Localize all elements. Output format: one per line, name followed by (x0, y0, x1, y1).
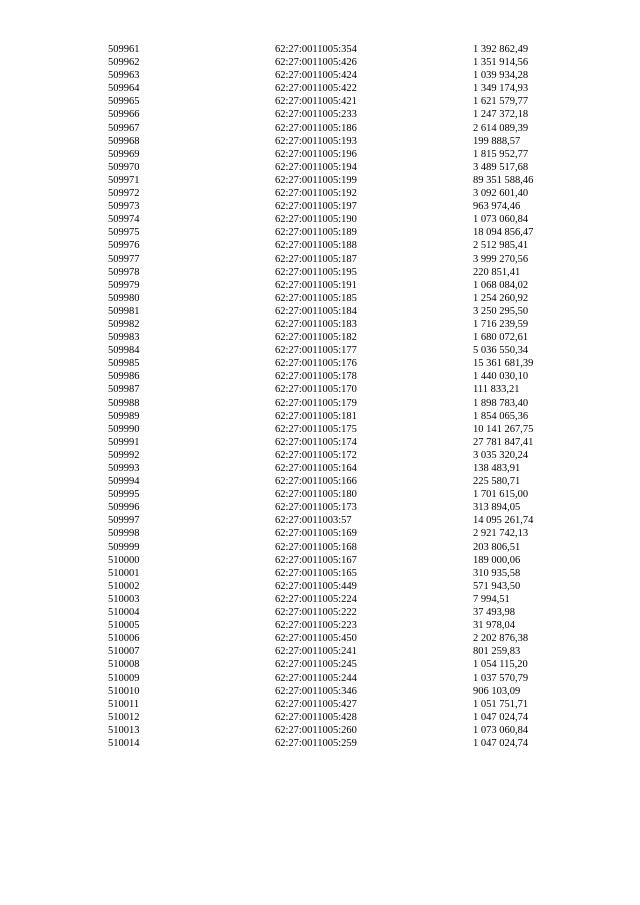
table-row (108, 606, 548, 619)
row-number-cell: 510013 (108, 724, 140, 736)
row-number-cell: 509974 (108, 214, 140, 226)
table-row (108, 462, 548, 475)
table-row (108, 69, 548, 82)
row-number-cell: 509989 (108, 410, 140, 422)
cadastral-value-cell: 313 894,05 (473, 502, 521, 514)
table-row (108, 56, 548, 69)
table-row (108, 318, 548, 331)
cadastral-value-cell: 5 036 550,34 (473, 345, 529, 357)
cadastral-number-cell: 62:27:0011005:173 (275, 502, 357, 514)
row-number-cell: 509983 (108, 332, 140, 344)
table-row (108, 698, 548, 711)
table-row (108, 423, 548, 436)
cadastral-value-cell: 31 978,04 (473, 620, 515, 632)
cadastral-number-cell: 62:27:0011005:244 (275, 672, 357, 684)
row-number-cell: 510010 (108, 685, 140, 697)
table-row (108, 449, 548, 462)
table-row (108, 82, 548, 95)
cadastral-value-cell: 225 580,71 (473, 476, 521, 488)
table-row (108, 541, 548, 554)
table-row (108, 292, 548, 305)
table-row (108, 279, 548, 292)
cadastral-value-cell: 906 103,09 (473, 685, 521, 697)
cadastral-number-cell: 62:27:0011003:57 (275, 515, 352, 527)
cadastral-value-cell: 1 068 084,02 (473, 279, 529, 291)
table-row (108, 108, 548, 121)
row-number-cell: 509973 (108, 201, 140, 213)
row-number-cell: 509961 (108, 44, 140, 55)
cadastral-value-cell: 1 047 024,74 (473, 737, 529, 749)
table-row (108, 410, 548, 423)
cadastral-number-cell: 62:27:0011005:424 (275, 70, 357, 82)
row-number-cell: 509962 (108, 57, 140, 69)
table-row (108, 305, 548, 318)
table-row (108, 580, 548, 593)
cadastral-value-cell: 2 202 876,38 (473, 633, 529, 645)
row-number-cell: 510005 (108, 620, 140, 632)
cadastral-number-cell: 62:27:0011005:191 (275, 279, 357, 291)
cadastral-value-cell: 7 994,51 (473, 593, 510, 605)
row-number-cell: 509986 (108, 371, 140, 383)
table-row (108, 253, 548, 266)
cadastral-value-cell: 1 440 030,10 (473, 371, 529, 383)
row-number-cell: 509970 (108, 161, 140, 173)
cadastral-number-cell: 62:27:0011005:241 (275, 646, 357, 658)
cadastral-number-cell: 62:27:0011005:182 (275, 332, 357, 344)
row-number-cell: 509966 (108, 109, 140, 121)
cadastral-number-cell: 62:27:0011005:195 (275, 266, 357, 278)
cadastral-value-cell: 18 094 856,47 (473, 227, 534, 239)
cadastral-number-cell: 62:27:0011005:426 (275, 57, 357, 69)
row-number-cell: 509979 (108, 279, 140, 291)
cadastral-number-cell: 62:27:0011005:168 (275, 541, 357, 553)
table-row (108, 737, 548, 750)
cadastral-number-cell: 62:27:0011005:183 (275, 318, 357, 330)
cadastral-number-cell: 62:27:0011005:421 (275, 96, 357, 108)
cadastral-number-cell: 62:27:0011005:192 (275, 188, 357, 200)
cadastral-number-cell: 62:27:0011005:166 (275, 476, 357, 488)
row-number-cell: 509984 (108, 345, 140, 357)
cadastral-value-cell: 3 092 601,40 (473, 188, 529, 200)
cadastral-value-cell: 1 037 570,79 (473, 672, 529, 684)
cadastral-number-cell: 62:27:0011005:177 (275, 345, 357, 357)
cadastral-value-cell: 963 974,46 (473, 201, 521, 213)
row-number-cell: 509978 (108, 266, 140, 278)
cadastral-value-cell: 37 493,98 (473, 607, 515, 619)
table-row (108, 488, 548, 501)
cadastral-number-cell: 62:27:0011005:181 (275, 410, 357, 422)
table-row (108, 514, 548, 527)
cadastral-number-cell: 62:27:0011005:422 (275, 83, 357, 95)
cadastral-number-cell: 62:27:0011005:194 (275, 161, 357, 173)
cadastral-number-cell: 62:27:0011005:193 (275, 135, 357, 147)
row-number-cell: 510012 (108, 711, 140, 723)
row-number-cell: 509963 (108, 70, 140, 82)
cadastral-value-cell: 14 095 261,74 (473, 515, 534, 527)
cadastral-value-cell: 2 921 742,13 (473, 528, 529, 540)
cadastral-value-cell: 1 815 952,77 (473, 148, 529, 160)
table-row (108, 685, 548, 698)
cadastral-number-cell: 62:27:0011005:190 (275, 214, 357, 226)
cadastral-number-cell: 62:27:0011005:167 (275, 554, 357, 566)
cadastral-number-cell: 62:27:0011005:187 (275, 253, 357, 265)
cadastral-value-cell: 1 854 065,36 (473, 410, 529, 422)
cadastral-number-cell: 62:27:0011005:224 (275, 593, 357, 605)
table-row (108, 567, 548, 580)
row-number-cell: 509980 (108, 292, 140, 304)
row-number-cell: 509995 (108, 489, 140, 501)
cadastral-number-cell: 62:27:0011005:164 (275, 463, 357, 474)
cadastral-value-cell: 203 806,51 (473, 541, 521, 553)
row-number-cell: 510006 (108, 633, 140, 645)
table-row (108, 266, 548, 279)
cadastral-number-cell: 62:27:0011005:259 (275, 737, 357, 749)
row-number-cell: 509990 (108, 423, 140, 435)
cadastral-number-cell: 62:27:0011005:178 (275, 371, 357, 383)
row-number-cell: 509998 (108, 528, 140, 540)
row-number-cell: 510004 (108, 607, 140, 619)
row-number-cell: 509964 (108, 83, 140, 95)
cadastral-value-cell: 3 035 320,24 (473, 449, 529, 461)
row-number-cell: 509969 (108, 148, 140, 160)
cadastral-number-cell: 62:27:0011005:165 (275, 567, 357, 579)
cadastral-value-cell: 189 000,06 (473, 554, 521, 566)
cadastral-value-cell: 27 781 847,41 (473, 436, 534, 448)
row-number-cell: 510002 (108, 580, 140, 592)
cadastral-number-cell: 62:27:0011005:184 (275, 305, 357, 317)
cadastral-value-cell: 1 716 239,59 (473, 318, 529, 330)
table-row (108, 475, 548, 488)
row-number-cell: 509999 (108, 541, 140, 553)
row-number-cell: 509982 (108, 318, 140, 330)
cadastral-value-cell: 1 621 579,77 (473, 96, 529, 108)
table-row (108, 187, 548, 200)
cadastral-value-cell: 310 935,58 (473, 567, 521, 579)
cadastral-value-cell: 1 351 914,56 (473, 57, 529, 69)
table-row (108, 645, 548, 658)
cadastral-number-cell: 62:27:0011005:186 (275, 122, 357, 134)
table-row (108, 213, 548, 226)
table-row (108, 527, 548, 540)
cadastral-number-cell: 62:27:0011005:222 (275, 607, 357, 619)
table-row (108, 161, 548, 174)
cadastral-number-cell: 62:27:0011005:172 (275, 449, 357, 461)
cadastral-number-cell: 62:27:0011005:197 (275, 201, 357, 213)
row-number-cell: 510009 (108, 672, 140, 684)
row-number-cell: 509993 (108, 463, 140, 474)
table-row (108, 122, 548, 135)
row-number-cell: 510007 (108, 646, 140, 658)
row-number-cell: 509981 (108, 305, 140, 317)
table-row (108, 135, 548, 148)
row-number-cell: 509996 (108, 502, 140, 514)
table-row (108, 331, 548, 344)
table-row (108, 357, 548, 370)
table-row (108, 370, 548, 383)
cadastral-number-cell: 62:27:0011005:199 (275, 174, 357, 186)
cadastral-number-cell: 62:27:0011005:179 (275, 397, 357, 409)
cadastral-value-cell: 801 259,83 (473, 646, 521, 658)
cadastral-value-cell: 571 943,50 (473, 580, 521, 592)
cadastral-value-cell: 1 073 060,84 (473, 214, 529, 226)
row-number-cell: 509967 (108, 122, 140, 134)
cadastral-number-cell: 62:27:0011005:346 (275, 685, 357, 697)
cadastral-value-cell: 1 073 060,84 (473, 724, 529, 736)
row-number-cell: 509965 (108, 96, 140, 108)
row-number-cell: 509991 (108, 436, 140, 448)
table-row (108, 383, 548, 396)
cadastral-value-cell: 2 512 985,41 (473, 240, 529, 252)
table-row (108, 148, 548, 161)
cadastral-value-cell: 220 851,41 (473, 266, 521, 278)
cadastral-number-cell: 62:27:0011005:449 (275, 580, 357, 592)
table-row (108, 239, 548, 252)
cadastral-number-cell: 62:27:0011005:233 (275, 109, 357, 121)
table-row (108, 658, 548, 671)
cadastral-number-cell: 62:27:0011005:245 (275, 659, 357, 671)
table-row (108, 200, 548, 213)
table-row (108, 593, 548, 606)
row-number-cell: 510014 (108, 737, 140, 749)
cadastral-number-cell: 62:27:0011005:180 (275, 489, 357, 501)
table-row (108, 632, 548, 645)
cadastral-value-cell: 1 392 862,49 (473, 44, 529, 55)
row-number-cell: 509997 (108, 515, 140, 527)
row-number-cell: 509994 (108, 476, 140, 488)
cadastral-number-cell: 62:27:0011005:354 (275, 44, 357, 55)
cadastral-value-cell: 1 247 372,18 (473, 109, 529, 121)
cadastral-value-cell: 138 483,91 (473, 463, 521, 474)
row-number-cell: 509977 (108, 253, 140, 265)
row-number-cell: 510011 (108, 698, 140, 710)
cadastral-value-cell: 1 680 072,61 (473, 332, 529, 344)
cadastral-value-cell: 199 888,57 (473, 135, 521, 147)
row-number-cell: 510003 (108, 593, 140, 605)
table-row (108, 226, 548, 239)
table-row (108, 711, 548, 724)
cadastral-value-cell: 3 250 295,50 (473, 305, 529, 317)
row-number-cell: 510000 (108, 554, 140, 566)
row-number-cell: 510001 (108, 567, 140, 579)
cadastral-value-cell: 15 361 681,39 (473, 358, 534, 370)
row-number-cell: 509975 (108, 227, 140, 239)
cadastral-number-cell: 62:27:0011005:176 (275, 358, 357, 370)
cadastral-value-cell: 2 614 089,39 (473, 122, 529, 134)
row-number-cell: 510008 (108, 659, 140, 671)
cadastral-number-cell: 62:27:0011005:185 (275, 292, 357, 304)
cadastral-value-cell: 111 833,21 (473, 384, 520, 396)
row-number-cell: 509988 (108, 397, 140, 409)
table-row (108, 174, 548, 187)
cadastral-value-table (108, 43, 548, 750)
cadastral-number-cell: 62:27:0011005:450 (275, 633, 357, 645)
table-body (108, 43, 548, 750)
table-row (108, 436, 548, 449)
table-row (108, 501, 548, 514)
cadastral-value-cell: 1 051 751,71 (473, 698, 529, 710)
row-number-cell: 509976 (108, 240, 140, 252)
cadastral-value-cell: 1 047 024,74 (473, 711, 529, 723)
cadastral-number-cell: 62:27:0011005:427 (275, 698, 357, 710)
table-row (108, 397, 548, 410)
cadastral-number-cell: 62:27:0011005:174 (275, 436, 357, 448)
cadastral-value-cell: 3 489 517,68 (473, 161, 529, 173)
row-number-cell: 509987 (108, 384, 140, 396)
cadastral-number-cell: 62:27:0011005:428 (275, 711, 357, 723)
cadastral-value-cell: 1 039 934,28 (473, 70, 529, 82)
table-row (108, 344, 548, 357)
cadastral-value-cell: 1 898 783,40 (473, 397, 529, 409)
cadastral-value-cell: 1 701 615,00 (473, 489, 529, 501)
cadastral-value-cell: 1 254 260,92 (473, 292, 529, 304)
cadastral-value-cell: 1 054 115,20 (473, 659, 528, 671)
cadastral-value-cell: 3 999 270,56 (473, 253, 529, 265)
cadastral-number-cell: 62:27:0011005:223 (275, 620, 357, 632)
table-row (108, 554, 548, 567)
cadastral-number-cell: 62:27:0011005:188 (275, 240, 357, 252)
cadastral-value-cell: 10 141 267,75 (473, 423, 534, 435)
row-number-cell: 509985 (108, 358, 140, 370)
cadastral-number-cell: 62:27:0011005:169 (275, 528, 357, 540)
cadastral-value-cell: 1 349 174,93 (473, 83, 529, 95)
row-number-cell: 509971 (108, 174, 140, 186)
cadastral-value-cell: 89 351 588,46 (473, 174, 534, 186)
row-number-cell: 509992 (108, 449, 140, 461)
row-number-cell: 509968 (108, 135, 140, 147)
table-row (108, 672, 548, 685)
table-row (108, 95, 548, 108)
cadastral-number-cell: 62:27:0011005:260 (275, 724, 357, 736)
cadastral-number-cell: 62:27:0011005:189 (275, 227, 357, 239)
row-number-cell: 509972 (108, 188, 140, 200)
cadastral-number-cell: 62:27:0011005:196 (275, 148, 357, 160)
table-row (108, 619, 548, 632)
table-row (108, 43, 548, 56)
cadastral-number-cell: 62:27:0011005:175 (275, 423, 357, 435)
table-row (108, 724, 548, 737)
cadastral-number-cell: 62:27:0011005:170 (275, 384, 357, 396)
